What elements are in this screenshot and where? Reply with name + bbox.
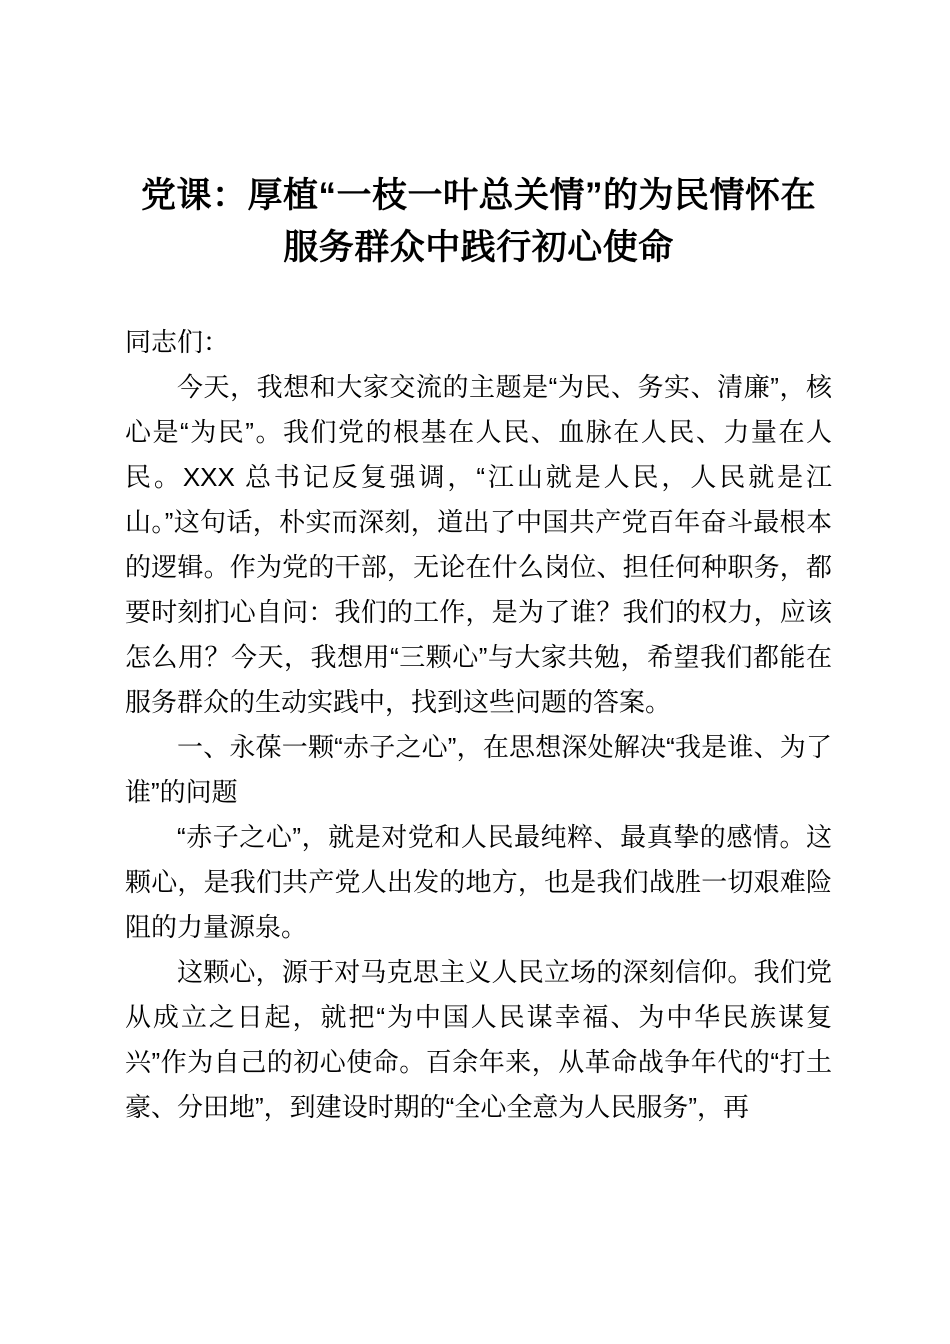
paragraph-chizi-origin: 这颗心，源于对马克思主义人民立场的深刻信仰。我们党从成立之日起，就把“为中国人民谋幸福、为中华民族谋复兴”作为自己的初心使命。百余年来，从革命战争年代的“打土豪、分田地”，到建设时期的“全心全意为人民服务”，再	[125, 957, 832, 1122]
paragraph-chizi-definition: “赤子之心”，就是对党和人民最纯粹、最真挚的感情。这颗心，是我们共产党人出发的地方，也是我们战胜一切艰难险阻的力量源泉。	[125, 822, 832, 942]
paragraph-intro: 今天，我想和大家交流的主题是“为民、务实、清廉”，核心是“为民”。我们党的根基在人民、血脉在人民、力量在人民。XXX 总书记反复强调，“江山就是人民，人民就是江山。”这句话，朴实而深刻，道出了中国共产党百年奋斗最根本的逻辑。作为党的干部，无论在什么岗位、担任何种职务，都要时刻扪心自问：我们的工作，是为了谁？我们的权力，应该怎么用？今天，我想用“三颗心”与大家共勉，希望我们都能在服务群众的生动实践中，找到这些问题的答案。	[125, 372, 832, 717]
title-line-2: 服务群众中践行初心使命	[283, 228, 674, 267]
section-heading-1: 一、永葆一颗“赤子之心”，在思想深处解决“我是谁、为了谁”的问题	[125, 732, 832, 807]
title-line-1: 党课：厚植“一枝一叶总关情”的为民情怀在	[140, 176, 816, 215]
salutation: 同志们：	[125, 327, 230, 357]
document-title	[125, 170, 832, 274]
